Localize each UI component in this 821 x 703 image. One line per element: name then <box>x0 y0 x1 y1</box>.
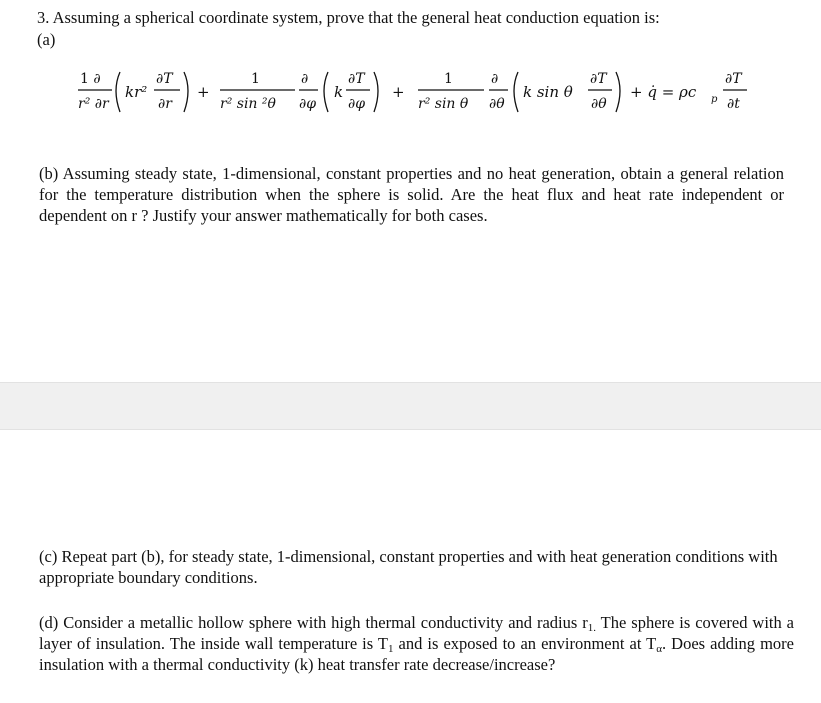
eq-term2-den: r² sin ²θ <box>220 96 276 112</box>
eq-plus-2: + <box>392 83 405 101</box>
part-d-text-1: (d) Consider a metallic hollow sphere with high thermal conductivity and radius r <box>39 613 588 632</box>
eq-term3-inner-left: k sin θ <box>523 83 573 101</box>
eq-term3-inner-num: ∂T <box>590 71 607 87</box>
eq-rhs-den: ∂t <box>727 96 740 112</box>
eq-term2-d-den: ∂φ <box>299 96 317 112</box>
eq-term1-inner-num: ∂T <box>156 71 173 87</box>
eq-term2-inner-num: ∂T <box>348 71 365 87</box>
eq-term2-inner-left: k <box>334 83 344 101</box>
part-b-text: (b) Assuming steady state, 1-dimensional, constant properties and no heat generation, obtain a general relation for the temperature distribution when the sphere is solid. Are the heat flux and heat rate independent or dependent on r ? Justify your answer mathematically for both cases. <box>39 164 784 225</box>
question-heading: 3. Assuming a spherical coordinate system, prove that the general heat conduction equation is: <box>37 8 660 27</box>
eq-term3-d-num: ∂ <box>491 71 499 87</box>
heat-conduction-equation <box>70 66 770 128</box>
part-d-sub-2: 1 <box>388 643 394 655</box>
eq-term3-den: r² sin θ <box>418 96 469 112</box>
eq-rhs-sub: p <box>711 94 718 105</box>
eq-plus-1: + <box>197 83 210 101</box>
eq-term3-inner-den: ∂θ <box>591 96 607 112</box>
eq-term1-num: 1 ∂ <box>80 71 101 87</box>
eq-term1-inner-den: ∂r <box>158 96 172 112</box>
part-d-text-2: The sphere is covered with a layer of insulation. The inside wall temperature is T <box>39 613 795 653</box>
eq-term1-inner-left: kr² <box>125 83 148 101</box>
part-d-text <box>39 612 794 675</box>
part-d-sub-1: 1. <box>587 622 597 634</box>
eq-term1-den: r² ∂r <box>78 96 109 112</box>
eq-term2-num: 1 <box>251 71 260 87</box>
part-d-text-3: and is exposed to an environment at T <box>393 634 657 653</box>
part-d-sub-3: α <box>656 643 663 655</box>
part-d-text-4: . Does adding more insulation with a thermal conductivity (k) heat transfer rate decrease/increase? <box>39 634 794 674</box>
part-c-text: (c) Repeat part (b), for steady state, 1-dimensional, constant properties and with heat generation conditions with appropriate boundary conditions. <box>39 547 778 587</box>
eq-rhs: + q̇ = ρc <box>630 83 697 101</box>
eq-term2-d-num: ∂ <box>301 71 309 87</box>
eq-term3-num: 1 <box>444 71 453 87</box>
eq-term2-inner-den: ∂φ <box>348 96 366 112</box>
eq-rhs-num: ∂T <box>725 71 742 87</box>
eq-term3-d-den: ∂θ <box>489 96 505 112</box>
part-a-label: (a) <box>37 30 56 49</box>
page-separator <box>0 382 821 430</box>
